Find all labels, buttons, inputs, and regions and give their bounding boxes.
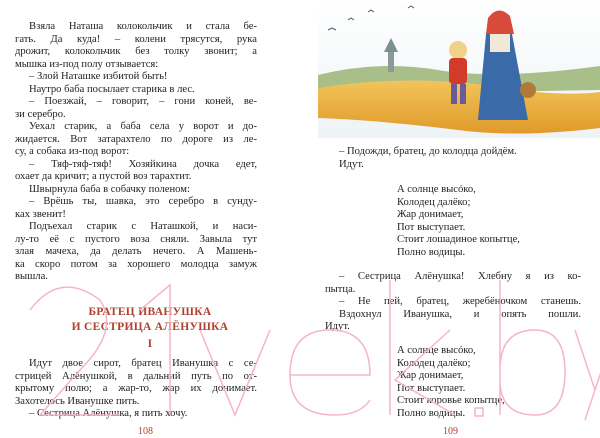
poem-2	[397, 345, 505, 420]
text-line: – Сестрица Алёнушка, я пить хочу.	[29, 408, 188, 419]
text-line: Идут двое сирот, братец Иванушка с се-	[29, 358, 257, 369]
story-title-line-2: И СЕСТРИЦА АЛЁНУШКА	[71, 321, 229, 333]
right-page-text-block-1	[325, 146, 581, 171]
text-line: гать. Да куда! – колени трясутся, рука	[15, 33, 257, 45]
poem-line: А солнце высóко,	[397, 184, 476, 195]
text-line: охает да кричит; а пустой воз тарахтит.	[15, 171, 192, 182]
poem-line: Полно водицы.	[397, 246, 466, 258]
text-line: Идут.	[339, 158, 364, 170]
left-page-text-block-1	[15, 21, 257, 284]
text-line: – Подожди, братец, до колодца дойдём.	[339, 146, 517, 157]
poem-line: А солнце высóко,	[397, 345, 476, 356]
poem-line: Жар донимает,	[397, 209, 464, 220]
poem-line: Жар донимает,	[397, 370, 464, 381]
text-line: Вздохнул Иванушка, и опять пошли.	[339, 308, 581, 320]
story-title-line-1: БРАТЕЦ ИВАНУШКА	[88, 306, 212, 318]
text-line: – Злой Наташке избитой быть!	[29, 71, 168, 82]
poem-line: Пот выступает.	[397, 382, 466, 394]
poem-1	[397, 184, 520, 259]
text-line: Захотелось Иванушке пить.	[15, 395, 140, 407]
text-line: пытца.	[325, 283, 356, 295]
left-page-text-block-2	[15, 358, 257, 421]
text-line: Швырнула баба в собачку поленом:	[29, 183, 190, 195]
text-line: Уехал старик, а баба села у ворот и до-	[29, 121, 257, 132]
poem-line: Стоит коровье копытце,	[397, 395, 505, 406]
text-line: жидается. Вот затарахтело по дороге из ле-	[15, 133, 257, 145]
text-line: ках звенит!	[15, 208, 66, 220]
illustration-alyonushka-ivanushka	[318, 0, 600, 138]
text-line: – Не пей, братец, жеребёночком станешь.	[339, 296, 581, 307]
chapter-number: I	[147, 338, 153, 350]
text-line: – Поезжай, – говорит, – гони коней, ве-	[29, 96, 257, 107]
text-line: ка скоро потом за хорошего молодца замуж	[15, 258, 257, 270]
text-line: – Тяф-тяф-тяф! Хозяйкина дочка едет,	[29, 158, 257, 170]
text-line: Идут.	[325, 321, 350, 332]
poem-line: Полно водицы.	[397, 407, 466, 419]
text-line: – Врёшь ты, шавка, это серебро в сунду-	[29, 196, 257, 207]
text-line: вышла.	[15, 271, 48, 282]
text-line: стрицей Алёнушкой, в дальний путь по от-	[15, 370, 257, 382]
text-line: лу-то её с пустого воза сняли. Завыла тут	[15, 233, 257, 245]
right-page-text-block-2	[325, 271, 581, 334]
text-line: зи серебро.	[15, 108, 66, 120]
page-number-left: 108	[138, 426, 153, 437]
text-line: злая мачеха, да делать нечего. А Машень-	[15, 246, 257, 257]
poem-line: Пот выступает.	[397, 221, 466, 233]
text-line: мышка из-под полу отзывается:	[15, 58, 159, 70]
poem-line: Колодец далёко;	[397, 357, 471, 369]
text-line: Взяла Наташа колокольчик и стала бе-	[29, 21, 257, 32]
text-line: дрожит, колокольчик без толку звонит; а	[15, 46, 257, 57]
poem-line: Стоит лошадиное копытце,	[397, 234, 520, 245]
poem-line: Колодец далёко;	[397, 196, 471, 208]
text-line: Наутро баба посылает старика в лес.	[29, 83, 195, 95]
text-line: – Сестрица Алёнушка! Хлебну я из ко-	[339, 271, 581, 282]
page-number-right: 109	[443, 426, 458, 437]
text-line: крытому полю; а жар-то, жар их донимает.	[15, 383, 257, 394]
text-line: су, а собака из-под ворот:	[15, 146, 130, 157]
story-title	[0, 305, 300, 352]
text-line: Подъехал старик с Наташкой, и наси-	[29, 221, 257, 232]
